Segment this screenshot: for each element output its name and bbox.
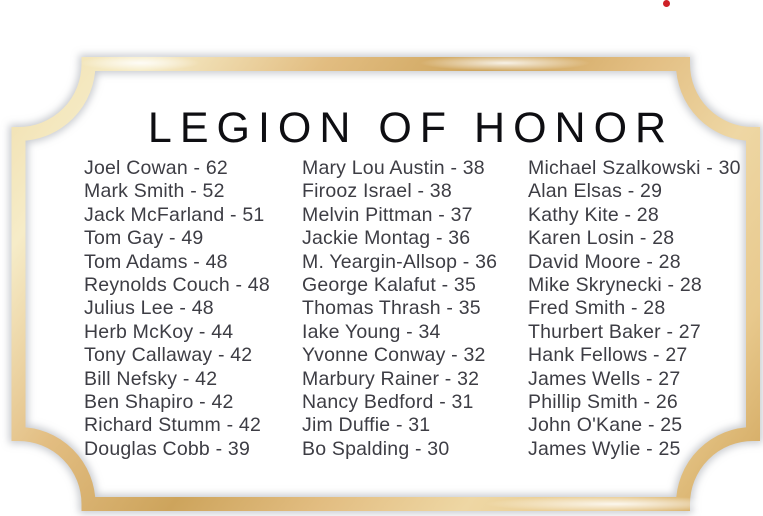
honor-column-2 — [302, 157, 497, 461]
honor-entry: Joel Cowan - 62 — [84, 157, 228, 179]
honor-entry: Alan Elsas - 29 — [528, 180, 663, 203]
honor-entry: Tom Gay - 49 — [84, 227, 204, 250]
honor-entry: Thurbert Baker - 27 — [528, 320, 701, 343]
honor-entry: Bill Nefsky - 42 — [84, 367, 218, 390]
honor-entry: Richard Stumm - 42 — [84, 414, 261, 437]
honor-entry: Douglas Cobb - 39 — [84, 437, 250, 460]
honor-entry: Hank Fellows - 27 — [528, 344, 688, 367]
honor-entry: Fred Smith - 28 — [528, 297, 666, 320]
frame-shine-top-left — [80, 55, 200, 71]
honor-entry: Melvin Pittman - 37 — [302, 203, 473, 226]
honor-entry: Yvonne Conway - 32 — [302, 344, 486, 367]
honor-column-1 — [84, 157, 270, 461]
honor-entry: Mark Smith - 52 — [84, 180, 225, 203]
red-dot — [663, 0, 670, 7]
frame-shine-bottom — [485, 496, 745, 512]
honor-entry: Jim Duffie - 31 — [302, 414, 431, 437]
page-title: LEGION OF HONOR — [147, 104, 675, 152]
honor-entry: Marbury Rainer - 32 — [302, 367, 480, 390]
honor-entry: Kathy Kite - 28 — [528, 203, 659, 226]
honor-entry: Karen Losin - 28 — [528, 227, 675, 250]
honor-entry: M. Yeargin-Allsop - 36 — [302, 250, 498, 273]
honor-entry: Reynolds Couch - 48 — [84, 274, 270, 297]
honor-column-3 — [528, 157, 741, 461]
honor-entry: George Kalafut - 35 — [302, 274, 476, 297]
honor-entry: Phillip Smith - 26 — [528, 391, 678, 414]
honor-entry: Iake Young - 34 — [302, 320, 441, 343]
honor-entry: Tony Callaway - 42 — [84, 344, 253, 367]
honor-entry: Jackie Montag - 36 — [302, 227, 471, 250]
honor-entry: Thomas Thrash - 35 — [302, 297, 481, 320]
honor-entry: Firooz Israel - 38 — [302, 180, 452, 203]
honor-entry: James Wylie - 25 — [528, 437, 681, 460]
frame-shine-top-center — [420, 55, 590, 71]
honor-entry: Mary Lou Austin - 38 — [302, 157, 485, 179]
honor-entry: John O'Kane - 25 — [528, 414, 683, 437]
honor-entry: Nancy Bedford - 31 — [302, 391, 474, 414]
honor-entry: Mike Skrynecki - 28 — [528, 274, 702, 297]
honor-entry: David Moore - 28 — [528, 250, 681, 273]
honor-entry: Jack McFarland - 51 — [84, 203, 265, 226]
honor-entry: Bo Spalding - 30 — [302, 437, 450, 460]
honor-entry: Tom Adams - 48 — [84, 250, 228, 273]
honor-entry: Herb McKoy - 44 — [84, 320, 234, 343]
honor-entry: Michael Szalkowski - 30 — [528, 157, 741, 179]
honor-entry: Julius Lee - 48 — [84, 297, 214, 320]
honor-entry: Ben Shapiro - 42 — [84, 391, 234, 414]
honor-entry: James Wells - 27 — [528, 367, 681, 390]
